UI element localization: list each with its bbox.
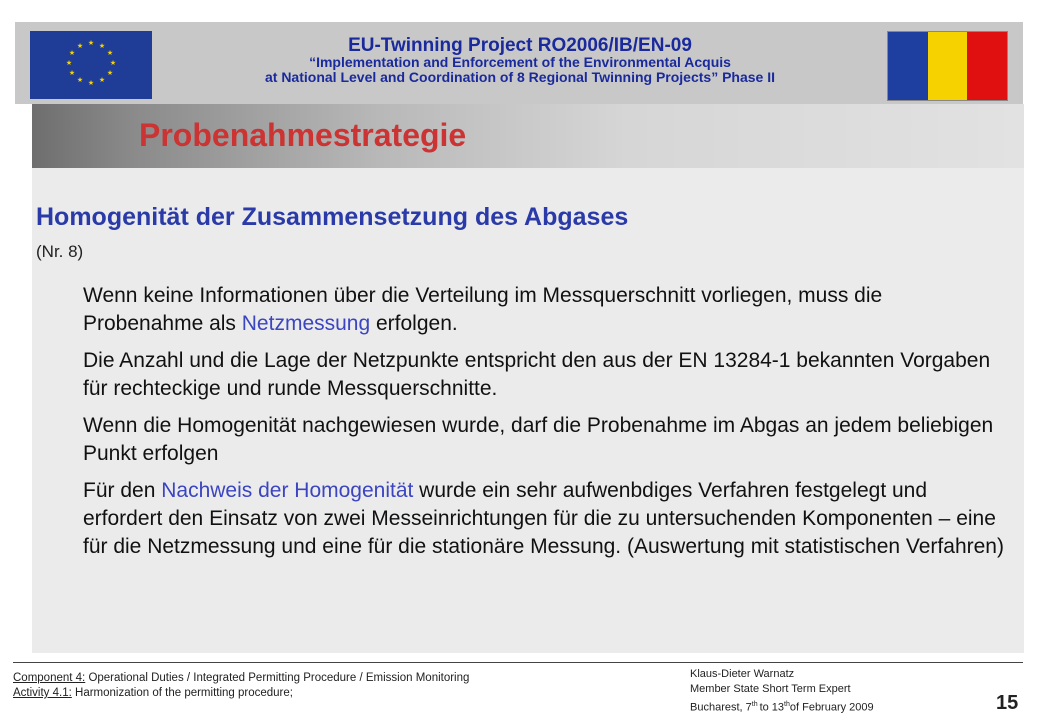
svg-text:★: ★ (68, 69, 76, 77)
footer-activity-line: Activity 4.1: Harmonization of the permitting procedure; (13, 687, 293, 699)
svg-text:★: ★ (106, 69, 114, 77)
paragraph-2: Die Anzahl und die Lage der Netzpunkte entspricht den aus der EN 13284-1 bekannten Vorgaben für rechteckige und runde Messquerschnitte. (83, 349, 991, 400)
svg-text:★: ★ (106, 49, 114, 57)
highlight-netzmessung: Netzmessung (241, 312, 371, 335)
svg-text:★: ★ (98, 76, 106, 84)
svg-text:★: ★ (76, 42, 84, 50)
svg-text:★: ★ (65, 59, 73, 67)
svg-text:★: ★ (98, 42, 106, 50)
footer-divider (13, 662, 1023, 663)
project-title: EU-Twinning Project RO2006/IB/EN-09 (348, 35, 692, 56)
project-subtitle-line1: “Implementation and Enforcement of the Environmental Acquis (309, 54, 731, 70)
location-date: Bucharest, 7th to 13thof February 2009 (690, 701, 874, 714)
romania-flag-icon (887, 31, 1008, 101)
section-heading: Homogenität der Zusammensetzung des Abgases (36, 203, 629, 231)
flag-stripe-blue (888, 32, 928, 100)
svg-text:★: ★ (68, 49, 76, 57)
body-text (83, 282, 1008, 570)
eu-flag-icon (30, 31, 152, 99)
project-subtitle-line2: at National Level and Coordination of 8 Regional Twinning Projects” Phase II (264, 69, 776, 85)
highlight-nachweis: Nachweis der Homogenität (161, 479, 414, 502)
svg-text:★: ★ (76, 76, 84, 84)
author-role: Member State Short Term Expert (690, 683, 851, 695)
svg-text:★: ★ (87, 79, 95, 87)
author-name: Klaus-Dieter Warnatz (690, 668, 795, 680)
svg-text:★: ★ (87, 39, 95, 47)
flag-stripe-yellow (928, 32, 968, 100)
paragraph-3: Wenn die Homogenität nachgewiesen wurde, darf die Probenahme im Abgas an jedem beliebigen Punkt erfolgen (83, 414, 994, 465)
flag-stripe-red (967, 32, 1007, 100)
footer-component-line: Component 4: Operational Duties / Integrated Permitting Procedure / Emission Monitoring (13, 672, 470, 684)
svg-text:★: ★ (109, 59, 117, 67)
project-header-text (160, 36, 880, 84)
slide-title: Probenahmestrategie (139, 117, 467, 153)
page-number: 15 (996, 692, 1019, 714)
footer-author-info (690, 667, 874, 716)
paragraph-4: Für den Nachweis der Homogenität wurde ein sehr aufwenbdiges Verfahren festgelegt und erfordert den Einsatz von zwei Messeinrichtungen für die zu untersuchenden Komponenten – eine für die Netzmessung und eine für die stationäre Messung. (Auswertung mit statistischen Verfahren) (83, 479, 1004, 558)
section-note: (Nr. 8) (36, 242, 84, 261)
paragraph-1: Wenn keine Informationen über die Verteilung im Messquerschnitt vorliegen, muss die Probenahme als Netzmessung erfolgen. (83, 284, 883, 335)
footer-component-info (13, 671, 469, 701)
